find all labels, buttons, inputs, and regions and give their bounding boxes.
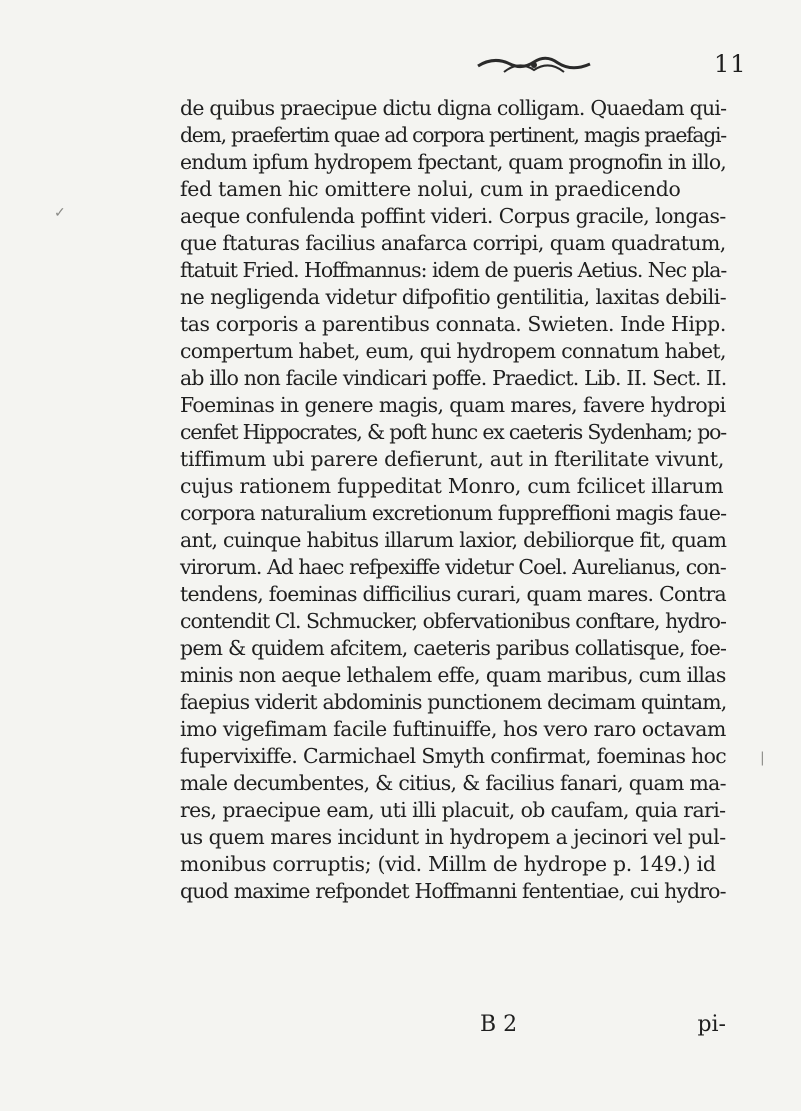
text-line: quod maxime refpondet Hoffmanni fententiae, cui hydro-: [180, 879, 726, 903]
header-ornament: [474, 52, 594, 78]
signature-mark: B 2: [480, 1012, 518, 1037]
text-line: contendit Cl. Schmucker, obfervationibus conftare, hydro-: [180, 609, 726, 633]
page-footer: [180, 1012, 726, 1042]
text-line: Foeminas in genere magis, quam mares, favere hydropi: [180, 393, 726, 417]
text-line: de quibus praecipue dictu digna colligam. Quaedam qui-: [180, 96, 727, 120]
text-line: que ftaturas facilius anafarca corripi, quam quadratum,: [180, 231, 726, 255]
page-number: 11: [714, 50, 747, 78]
text-line: pem & quidem afcitem, caeteris paribus collatisque, foe-: [180, 636, 727, 660]
text-block: [180, 95, 726, 905]
text-line: male decumbentes, & citius, & facilius fanari, quam ma-: [180, 771, 726, 795]
text-line: faepius viderit abdominis punctionem decimam quintam,: [180, 690, 727, 714]
text-line: us quem mares incidunt in hydropem a jecinori vel pul-: [180, 825, 726, 849]
text-line: ab illo non facile vindicari poffe. Praedict. Lib. II. Sect. II.: [180, 366, 727, 390]
text-line: dem, praefertim quae ad corpora pertinent, magis praefagi-: [180, 123, 726, 147]
text-line: ne negligenda videtur difpofitio gentilitia, laxitas debili-: [180, 285, 727, 309]
text-line: imo vigefimam facile fuftinuiffe, hos vero raro octavam: [180, 717, 726, 741]
margin-mark: |: [760, 750, 765, 766]
text-line: monibus corruptis; (vid. Millm de hydrope p. 149.) id: [180, 852, 716, 876]
text-line: tiffimum ubi parere defierunt, aut in fterilitate vivunt,: [180, 447, 725, 471]
text-line: corpora naturalium excretionum fuppreffioni magis faue-: [180, 501, 727, 525]
text-line: fupervixiffe. Carmichael Smyth confirmat, foeminas hoc: [180, 744, 727, 768]
text-line: endum ipfum hydropem fpectant, quam prognofin in illo,: [180, 150, 727, 174]
text-line: ftatuit Fried. Hoffmannus: idem de pueris Aetius. Nec pla-: [180, 258, 727, 282]
text-line: cujus rationem fuppeditat Monro, cum fcilicet illarum: [180, 474, 724, 498]
text-line: tendens, foeminas difficilius curari, quam mares. Contra: [180, 582, 726, 606]
text-line: res, praecipue eam, uti illi placuit, ob caufam, quia rari-: [180, 798, 726, 822]
text-line: fed tamen hic omittere nolui, cum in praedicendo: [180, 177, 681, 201]
text-line: minis non aeque lethalem effe, quam maribus, cum illas: [180, 663, 726, 687]
text-line: aeque confulenda poffint videri. Corpus gracile, longas-: [180, 204, 726, 228]
text-line: ant, cuinque habitus illarum laxior, debiliorque fit, quam: [180, 528, 727, 552]
text-line: cenfet Hippocrates, & poft hunc ex caeteris Sydenham; po-: [180, 420, 726, 444]
text-line: virorum. Ad haec refpexiffe videtur Coel. Aurelianus, con-: [180, 555, 726, 579]
margin-mark: ✓: [54, 205, 66, 221]
catchword: pi-: [697, 1012, 726, 1037]
text-line: tas corporis a parentibus connata. Swieten. Inde Hipp.: [180, 312, 726, 336]
text-line: compertum habet, eum, qui hydropem connatum habet,: [180, 339, 726, 363]
